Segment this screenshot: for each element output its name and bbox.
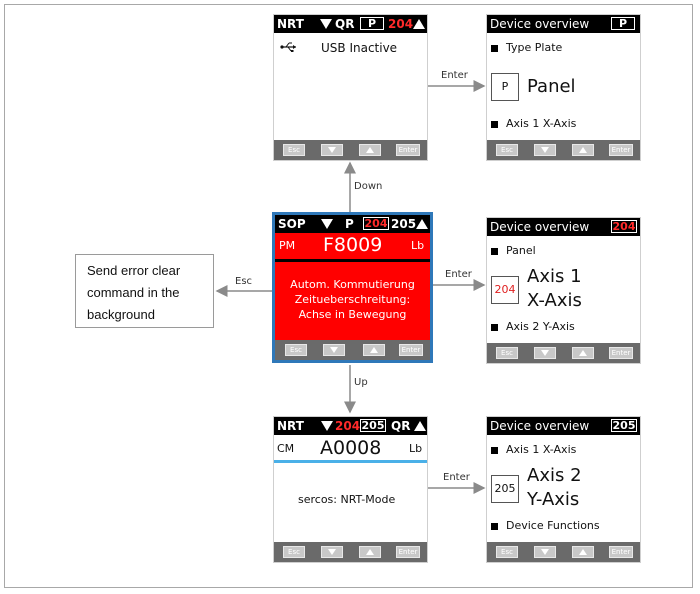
device-box: P [491,73,519,101]
usb-icon [280,42,298,52]
item-above: Type Plate [506,41,563,54]
enter-button[interactable]: Enter [609,144,633,156]
device-box: 205 [491,475,519,503]
bullet-icon [491,121,498,128]
up-arrow-icon [579,350,587,356]
overview-title: Device overview [490,220,590,234]
up-button[interactable] [572,144,594,156]
device-label: Panel [527,76,576,97]
button-bar [274,542,427,562]
up-triangle-icon [414,421,426,431]
axis-number: 204 [388,17,414,31]
p-label: P [345,217,354,231]
up-arrow-icon [579,147,587,153]
device-box: 204 [491,276,519,304]
device-label-line-2: Y-Axis [527,489,580,510]
axis-badge-205: 205 [361,419,385,432]
down-triangle-icon [321,219,333,229]
error-message [275,277,430,322]
overview-title: Device overview [490,419,590,433]
p-badge: P [360,17,384,30]
overview-axis2-screen [486,416,641,563]
item-above: Panel [506,244,536,257]
error-clear-note: Send error clear command in the background [75,254,214,328]
error-screen [272,212,433,363]
down-triangle-icon [320,19,332,29]
esc-button[interactable]: Esc [496,144,518,156]
error-prefix: PM [279,239,296,252]
mode-label: SOP [278,217,306,231]
axis-badge-204: 204 [364,217,388,230]
label-up: Up [354,377,368,388]
esc-button[interactable]: Esc [285,344,307,356]
down-triangle-icon [321,421,333,431]
overview-badge: 205 [612,419,636,432]
button-bar [275,340,430,360]
usb-screen [273,14,428,161]
down-arrow-icon [328,147,336,153]
bullet-icon [491,447,498,454]
up-arrow-icon [579,549,587,555]
status-header [274,417,427,435]
cm-prefix: CM [277,442,295,455]
down-arrow-icon [328,549,336,555]
up-triangle-icon [413,19,425,29]
down-button[interactable] [534,347,556,359]
down-button[interactable] [323,344,345,356]
up-button[interactable] [572,347,594,359]
down-arrow-icon [541,549,549,555]
error-line-3: Achse in Bewegung [298,308,407,321]
item-below: Device Functions [506,519,600,532]
enter-button[interactable]: Enter [396,546,420,558]
up-button[interactable] [359,546,381,558]
cm-screen [273,416,428,563]
bullet-icon [491,324,498,331]
down-button[interactable] [321,546,343,558]
cm-message: sercos: NRT-Mode [298,493,396,506]
label-top-enter: Enter [441,70,468,81]
button-bar [487,140,640,160]
status-header [275,215,430,233]
device-label-line-1: Axis 1 [527,266,582,287]
down-arrow-icon [541,147,549,153]
mode-label: NRT [277,17,304,31]
cm-suffix: Lb [409,442,423,455]
overview-badge: 204 [612,220,636,233]
down-button[interactable] [534,546,556,558]
button-bar [274,140,427,160]
enter-button[interactable]: Enter [609,546,633,558]
button-bar [487,343,640,363]
bullet-icon [491,248,498,255]
overview-header [487,15,640,33]
up-triangle-icon [416,219,428,229]
up-button[interactable] [359,144,381,156]
device-label-line-1: Axis 2 [527,465,582,486]
up-arrow-icon [370,347,378,353]
divider [275,259,430,262]
cm-code: A0008 [320,437,382,459]
esc-button[interactable]: Esc [283,546,305,558]
item-below: Axis 2 Y-Axis [506,320,575,333]
down-button[interactable] [534,144,556,156]
mode-label: NRT [277,419,304,433]
overview-title: Device overview [490,17,590,31]
qr-label: QR [335,17,355,31]
label-mid-enter: Enter [445,269,472,280]
up-arrow-icon [366,549,374,555]
esc-button[interactable]: Esc [283,144,305,156]
button-bar [487,542,640,562]
overview-axis1-screen [486,217,641,364]
axis-number-204: 204 [335,419,361,433]
bullet-icon [491,523,498,530]
enter-button[interactable]: Enter [396,144,420,156]
usb-status-text: USB Inactive [321,41,398,55]
up-button[interactable] [572,546,594,558]
device-label-line-2: X-Axis [527,290,582,311]
label-esc: Esc [235,276,253,287]
bullet-icon [491,45,498,52]
error-code: F8009 [323,234,383,256]
item-below: Axis 1 X-Axis [506,117,577,130]
label-down: Down [354,181,383,192]
up-button[interactable] [363,344,385,356]
item-above: Axis 1 X-Axis [506,443,577,456]
qr-label: QR [391,419,411,433]
up-arrow-icon [366,147,374,153]
error-line-1: Autom. Kommutierung [290,278,415,291]
overview-badge: P [611,17,635,30]
esc-button[interactable]: Esc [496,546,518,558]
down-button[interactable] [321,144,343,156]
error-line-2: Zeitueberschreitung: [294,293,411,306]
divider [274,460,427,463]
overview-header [487,417,640,435]
error-suffix: Lb [411,239,425,252]
esc-button[interactable]: Esc [496,347,518,359]
overview-header [487,218,640,236]
status-header [274,15,427,33]
enter-button[interactable]: Enter [609,347,633,359]
label-bottom-enter: Enter [443,472,470,483]
overview-panel-screen [486,14,641,161]
down-arrow-icon [541,350,549,356]
down-arrow-icon [330,347,338,353]
enter-button[interactable]: Enter [399,344,423,356]
axis-number-205: 205 [391,217,417,231]
